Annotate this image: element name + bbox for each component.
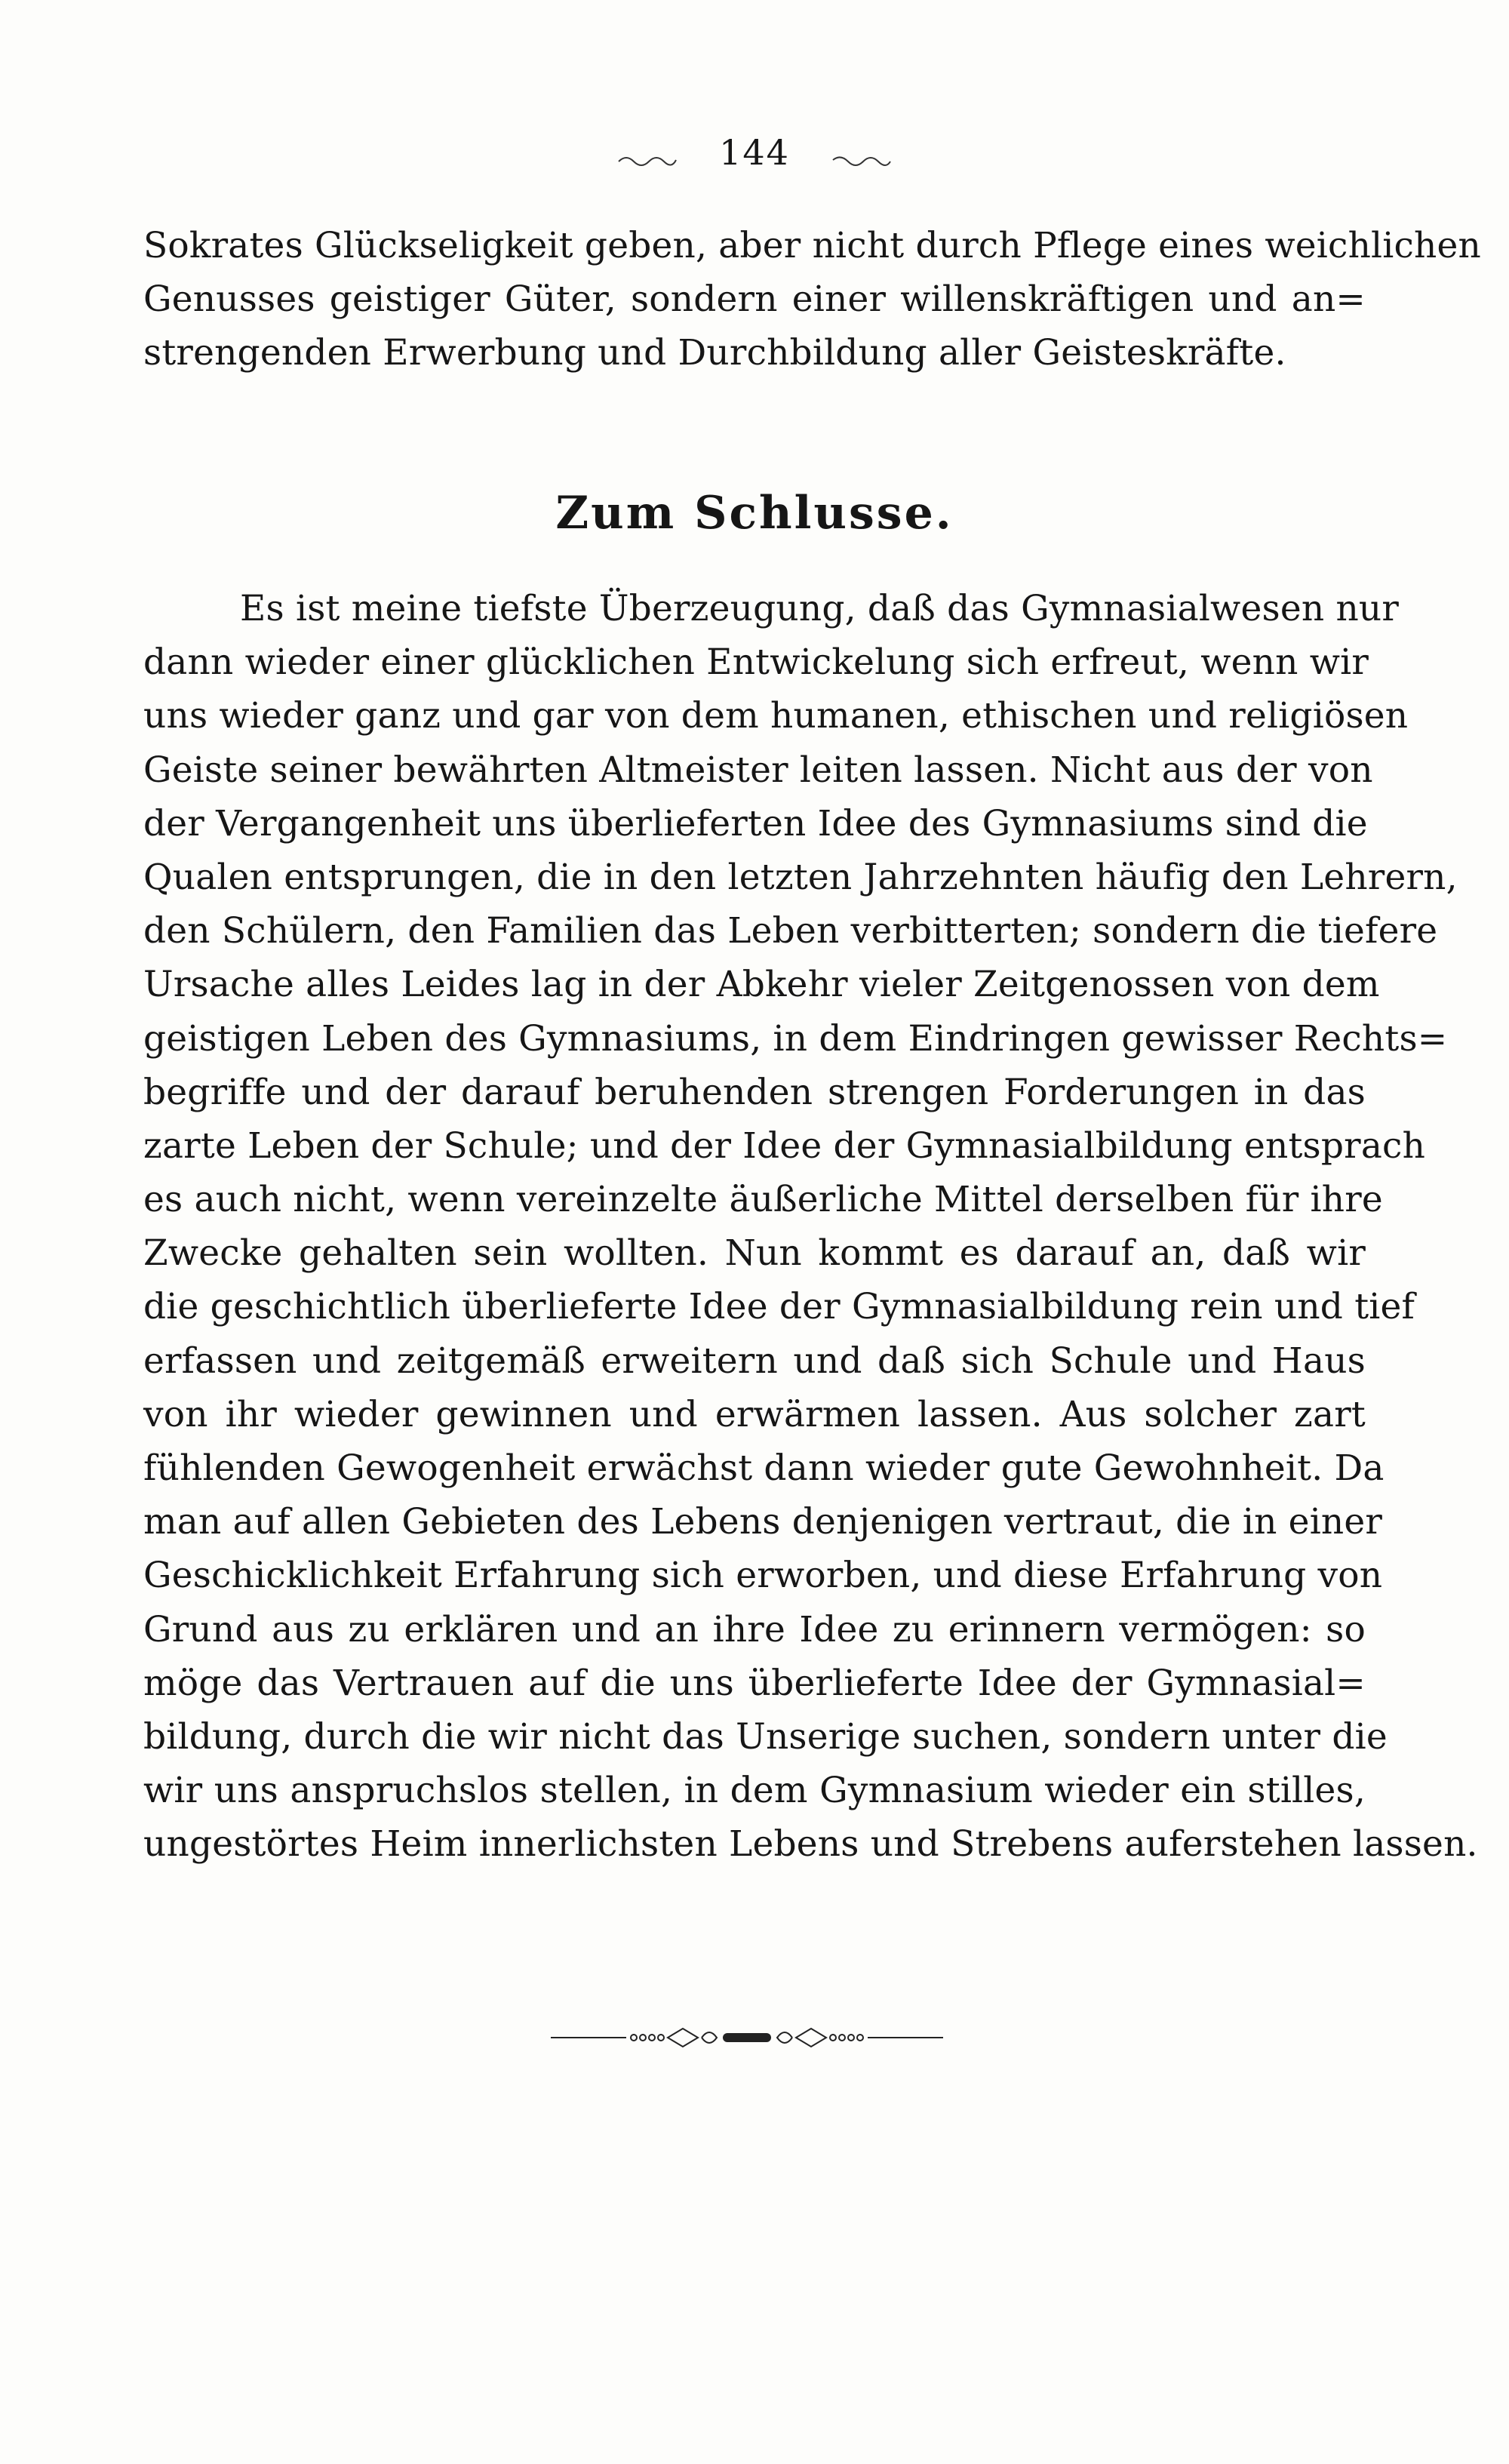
text-line: Geiste seiner bewährten Altmeister leiten lassen. Nicht aus der von (143, 749, 1373, 791)
text-line: strengenden Erwerbung und Durchbildung aller Geisteskräfte. (143, 332, 1286, 374)
text-line: Grund aus zu erklären und an ihre Idee zu erinnern vermögen: so (143, 1608, 1366, 1650)
left-squiggle-ornament (617, 133, 678, 178)
text-line: ungestörtes Heim innerlichsten Lebens und Strebens auferstehen lassen. (143, 1823, 1478, 1866)
section-heading: Zum Schlusse. (555, 487, 954, 540)
text-line: begriffe und der darauf beruhenden strengen Forderungen in das (143, 1071, 1366, 1113)
text-line: dann wieder einer glücklichen Entwickelung sich erfreut, wenn wir (143, 641, 1369, 684)
text-line: fühlenden Gewogenheit erwächst dann wieder gute Gewohnheit. Da (143, 1447, 1385, 1489)
text-line: Qualen entsprungen, die in den letzten Jahrzehnten häufig den Lehrern, (143, 856, 1458, 898)
text-line: Sokrates Glückseligkeit geben, aber nicht durch Pflege eines weichlichen (143, 225, 1481, 266)
text-line: bildung, durch die wir nicht das Unserige suchen, sondern unter die (143, 1715, 1388, 1758)
intro-paragraph (143, 219, 1481, 380)
text-line: es auch nicht, wenn vereinzelte äußerliche Mittel derselben für ihre (143, 1179, 1383, 1221)
text-line: Zwecke gehalten sein wollten. Nun kommt es darauf an, daß wir (143, 1232, 1366, 1275)
text-line: der Vergangenheit uns überlieferten Idee des Gymnasiums sind die (143, 802, 1368, 844)
text-line: Genusses geistiger Güter, sondern einer willenskräftigen und an= (143, 278, 1366, 321)
text-line: die geschichtlich überlieferte Idee der Gymnasialbildung rein und tief (143, 1286, 1415, 1328)
text-line: Ursache alles Leides lag in der Abkehr vieler Zeitgenossen von dem (143, 964, 1380, 1006)
end-ornament-icon (551, 2023, 943, 2056)
text-line: Geschicklichkeit Erfahrung sich erworben, und diese Erfahrung von (143, 1555, 1383, 1597)
text-line: möge das Vertrauen auf die uns überlieferte Idee der Gymnasial= (143, 1662, 1366, 1704)
text-line: Es ist meine tiefste Überzeugung, daß das Gymnasialwesen nur (240, 588, 1400, 629)
text-line: wir uns anspruchslos stellen, in dem Gymnasium wieder ein stilles, (143, 1770, 1366, 1812)
page-header (0, 130, 1509, 178)
text-line: zarte Leben der Schule; und der Idee der Gymnasialbildung entsprach (143, 1124, 1426, 1167)
text-line: von ihr wieder gewinnen und erwärmen lassen. Aus solcher zart (143, 1393, 1366, 1435)
body-paragraph (143, 582, 1478, 1872)
page-number: 144 (719, 132, 790, 173)
text-line: den Schülern, den Familien das Leben verbitterten; sondern die tiefere (143, 910, 1438, 952)
right-squiggle-ornament (831, 133, 892, 178)
text-line: uns wieder ganz und gar von dem humanen, ethischen und religiösen (143, 695, 1409, 737)
text-line: geistigen Leben des Gymnasiums, in dem Eindringen gewisser Rechts= (143, 1017, 1448, 1060)
text-line: erfassen und zeitgemäß erweitern und daß sich Schule und Haus (143, 1340, 1366, 1382)
text-line: man auf allen Gebieten des Lebens denjenigen vertraut, die in einer (143, 1501, 1383, 1543)
